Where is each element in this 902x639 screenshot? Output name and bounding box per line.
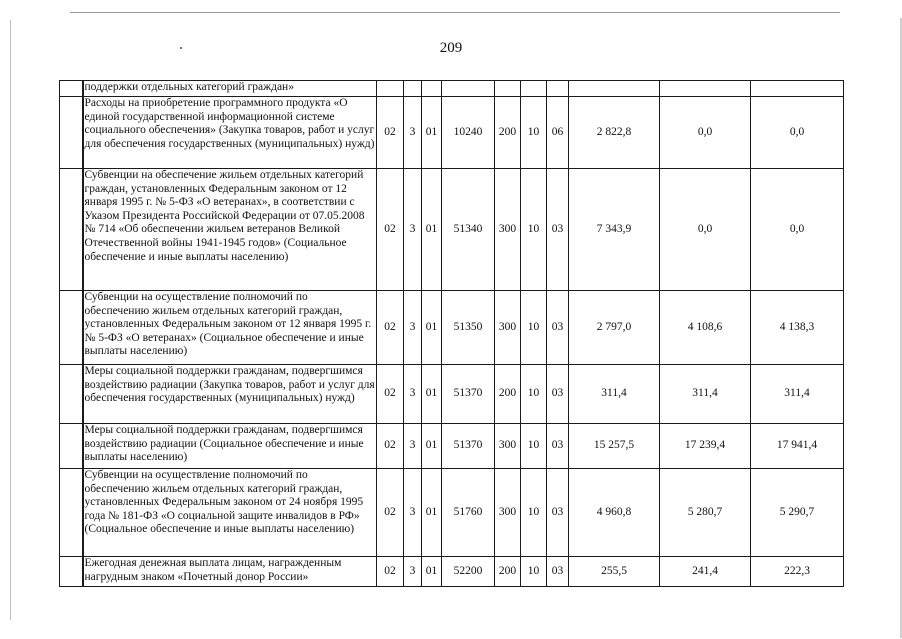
code-cell: 01 bbox=[422, 97, 442, 169]
amount-cell: 4 138,3 bbox=[751, 291, 844, 365]
code-cell: 200 bbox=[495, 97, 521, 169]
code-cell: 01 bbox=[422, 291, 442, 365]
amount-cell: 222,3 bbox=[751, 557, 844, 587]
row-number-cell bbox=[60, 291, 83, 365]
amount-cell bbox=[751, 81, 844, 97]
code-cell: 02 bbox=[377, 557, 404, 587]
code-cell: 01 bbox=[422, 365, 442, 424]
code-cell: 10 bbox=[521, 424, 547, 469]
table-row bbox=[60, 424, 844, 469]
amount-cell: 0,0 bbox=[751, 97, 844, 169]
amount-cell: 2 797,0 bbox=[569, 291, 660, 365]
amount-cell: 5 280,7 bbox=[660, 469, 751, 557]
amount-cell bbox=[660, 81, 751, 97]
description-cell: Меры социальной поддержки гражданам, подвергшимся воздействию радиации (Закупка товаров, работ и услуг для обеспечения государственных (муниципальных) нужд) bbox=[83, 365, 377, 424]
description-cell: Субвенции на осуществление полномочий по обеспечению жильем отдельных категорий граждан, установленных Федеральным законом от 24 ноября 1995 года № 181-ФЗ «О социальной защите инвалидов в РФ» (Социальное обеспечение и иные выплаты населению) bbox=[83, 469, 377, 557]
code-cell: 03 bbox=[547, 365, 569, 424]
code-cell: 06 bbox=[547, 97, 569, 169]
description-cell: поддержки отдельных категорий граждан» bbox=[83, 81, 377, 97]
row-number-cell bbox=[60, 424, 83, 469]
code-cell: 3 bbox=[404, 97, 422, 169]
code-cell: 51350 bbox=[442, 291, 495, 365]
code-cell: 3 bbox=[404, 557, 422, 587]
code-cell: 10 bbox=[521, 557, 547, 587]
scan-edge-left bbox=[10, 20, 11, 620]
code-cell: 02 bbox=[377, 97, 404, 169]
code-cell: 3 bbox=[404, 169, 422, 291]
code-cell: 10 bbox=[521, 469, 547, 557]
code-cell: 03 bbox=[547, 424, 569, 469]
amount-cell: 7 343,9 bbox=[569, 169, 660, 291]
code-cell: 01 bbox=[422, 469, 442, 557]
table-row bbox=[60, 557, 844, 587]
amount-cell: 255,5 bbox=[569, 557, 660, 587]
amount-cell: 17 239,4 bbox=[660, 424, 751, 469]
code-cell: 10240 bbox=[442, 97, 495, 169]
code-cell bbox=[547, 81, 569, 97]
amount-cell: 241,4 bbox=[660, 557, 751, 587]
table-row bbox=[60, 469, 844, 557]
code-cell: 300 bbox=[495, 424, 521, 469]
code-cell: 200 bbox=[495, 365, 521, 424]
code-cell: 3 bbox=[404, 365, 422, 424]
code-cell: 01 bbox=[422, 169, 442, 291]
amount-cell: 2 822,8 bbox=[569, 97, 660, 169]
code-cell bbox=[442, 81, 495, 97]
amount-cell: 0,0 bbox=[660, 97, 751, 169]
amount-cell: 0,0 bbox=[751, 169, 844, 291]
code-cell: 02 bbox=[377, 169, 404, 291]
code-cell bbox=[404, 81, 422, 97]
table-row bbox=[60, 365, 844, 424]
amount-cell: 311,4 bbox=[569, 365, 660, 424]
code-cell: 51370 bbox=[442, 424, 495, 469]
code-cell: 3 bbox=[404, 469, 422, 557]
description-cell: Ежегодная денежная выплата лицам, награжденным нагрудным знаком «Почетный донор России» bbox=[83, 557, 377, 587]
code-cell: 03 bbox=[547, 291, 569, 365]
table-row bbox=[60, 81, 844, 97]
budget-table bbox=[59, 80, 844, 587]
row-number-cell bbox=[60, 97, 83, 169]
page-number: 209 bbox=[439, 40, 463, 56]
code-cell: 01 bbox=[422, 557, 442, 587]
code-cell: 51340 bbox=[442, 169, 495, 291]
code-cell: 02 bbox=[377, 365, 404, 424]
table-row bbox=[60, 97, 844, 169]
row-number-cell bbox=[60, 557, 83, 587]
code-cell bbox=[422, 81, 442, 97]
code-cell: 02 bbox=[377, 291, 404, 365]
row-number-cell bbox=[60, 365, 83, 424]
code-cell: 03 bbox=[547, 169, 569, 291]
code-cell: 03 bbox=[547, 557, 569, 587]
description-cell: Субвенции на осуществление полномочий по обеспечению жильем отдельных категорий граждан, установленных Федеральным законом от 12 января 1995 г. № 5-ФЗ «О ветеранах» (Социальное обеспечение и иные выплаты населению) bbox=[83, 291, 377, 365]
code-cell: 02 bbox=[377, 424, 404, 469]
code-cell bbox=[521, 81, 547, 97]
code-cell: 51760 bbox=[442, 469, 495, 557]
row-number-cell bbox=[60, 169, 83, 291]
code-cell: 200 bbox=[495, 557, 521, 587]
code-cell bbox=[377, 81, 404, 97]
code-cell: 3 bbox=[404, 424, 422, 469]
amount-cell: 311,4 bbox=[660, 365, 751, 424]
code-cell: 52200 bbox=[442, 557, 495, 587]
amount-cell: 15 257,5 bbox=[569, 424, 660, 469]
scan-edge-top bbox=[70, 12, 840, 13]
row-number-cell bbox=[60, 81, 83, 97]
code-cell: 51370 bbox=[442, 365, 495, 424]
amount-cell: 311,4 bbox=[751, 365, 844, 424]
code-cell: 01 bbox=[422, 424, 442, 469]
code-cell bbox=[495, 81, 521, 97]
code-cell: 10 bbox=[521, 291, 547, 365]
code-cell: 03 bbox=[547, 469, 569, 557]
code-cell: 02 bbox=[377, 469, 404, 557]
code-cell: 300 bbox=[495, 169, 521, 291]
code-cell: 10 bbox=[521, 365, 547, 424]
code-cell: 10 bbox=[521, 97, 547, 169]
table-row bbox=[60, 169, 844, 291]
code-cell: 3 bbox=[404, 291, 422, 365]
description-cell: Меры социальной поддержки гражданам, подвергшимся воздействию радиации (Социальное обеспечение и иные выплаты населению) bbox=[83, 424, 377, 469]
code-cell: 10 bbox=[521, 169, 547, 291]
row-number-cell bbox=[60, 469, 83, 557]
amount-cell: 4 108,6 bbox=[660, 291, 751, 365]
table-row bbox=[60, 291, 844, 365]
amount-cell: 5 290,7 bbox=[751, 469, 844, 557]
code-cell: 300 bbox=[495, 291, 521, 365]
amount-cell: 17 941,4 bbox=[751, 424, 844, 469]
description-cell: Расходы на приобретение программного продукта «О единой государственной информационной системе социального обеспечения» (Закупка товаров, работ и услуг для обеспечения государственных (муниципальных) нужд) bbox=[83, 97, 377, 169]
amount-cell: 0,0 bbox=[660, 169, 751, 291]
amount-cell: 4 960,8 bbox=[569, 469, 660, 557]
code-cell: 300 bbox=[495, 469, 521, 557]
amount-cell bbox=[569, 81, 660, 97]
description-cell: Субвенции на обеспечение жильем отдельных категорий граждан, установленных Федеральным законом от 12 января 1995 г. № 5-ФЗ «О ветеранах», в соответствии с Указом Президента Российской Федерации от 07.05.2008 № 714 «Об обеспечении жильем ветеранов Великой Отечественной войны 1941-1945 годов» (Социальное обеспечение и иные выплаты населению) bbox=[83, 169, 377, 291]
